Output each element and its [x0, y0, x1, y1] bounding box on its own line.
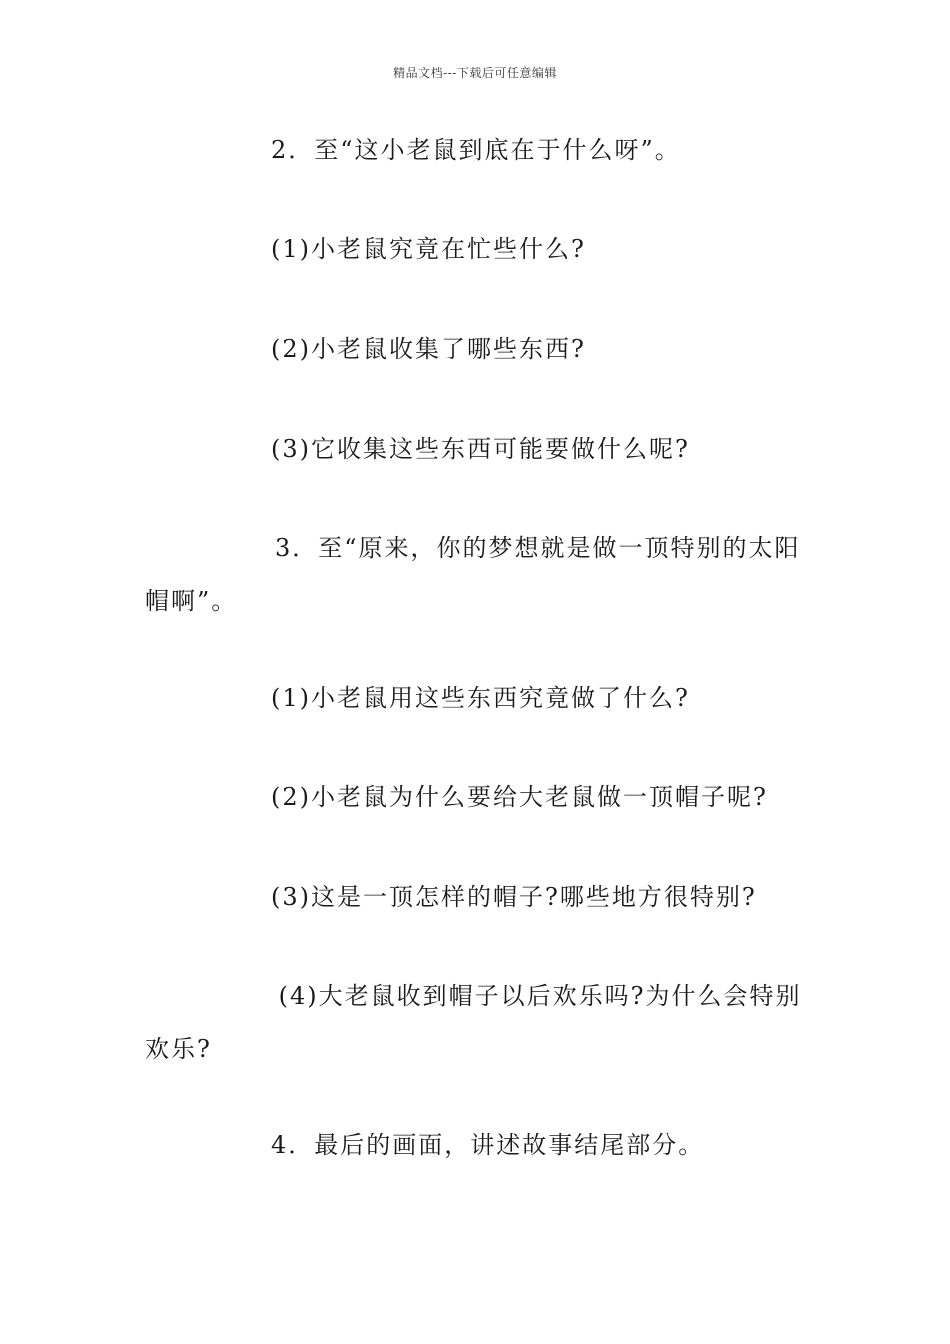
- paragraph-1: 2．至“这小老鼠到底在于什么呀”。: [271, 136, 681, 164]
- paragraph-4: (3)它收集这些东西可能要做什么呢?: [271, 435, 690, 463]
- paragraph-10: 4．最后的画面，讲述故事结尾部分。: [271, 1131, 705, 1159]
- paragraph-8: (3)这是一顶怎样的帽子?哪些地方很特别?: [271, 883, 757, 911]
- paragraph-6: (1)小老鼠用这些东西究竟做了什么?: [271, 684, 690, 712]
- paragraph-9-line-1: (4)大老鼠收到帽子以后欢乐吗?为什么会特别: [269, 982, 802, 1010]
- paragraph-9-line-2: 欢乐?: [145, 1035, 212, 1063]
- page-header: 精品文档---下载后可任意编辑: [393, 66, 557, 80]
- paragraph-5: [145, 522, 810, 628]
- paragraph-7: (2)小老鼠为什么要给大老鼠做一顶帽子呢?: [271, 783, 768, 811]
- paragraph-3: (2)小老鼠收集了哪些东西?: [271, 335, 586, 363]
- paragraph-5-line-1: 3．至“原来，你的梦想就是做一顶特别的太阳: [275, 534, 801, 562]
- paragraph-2: (1)小老鼠究竟在忙些什么?: [271, 235, 586, 263]
- paragraph-9: [145, 970, 810, 1076]
- paragraph-5-line-2: 帽啊”。: [145, 587, 238, 615]
